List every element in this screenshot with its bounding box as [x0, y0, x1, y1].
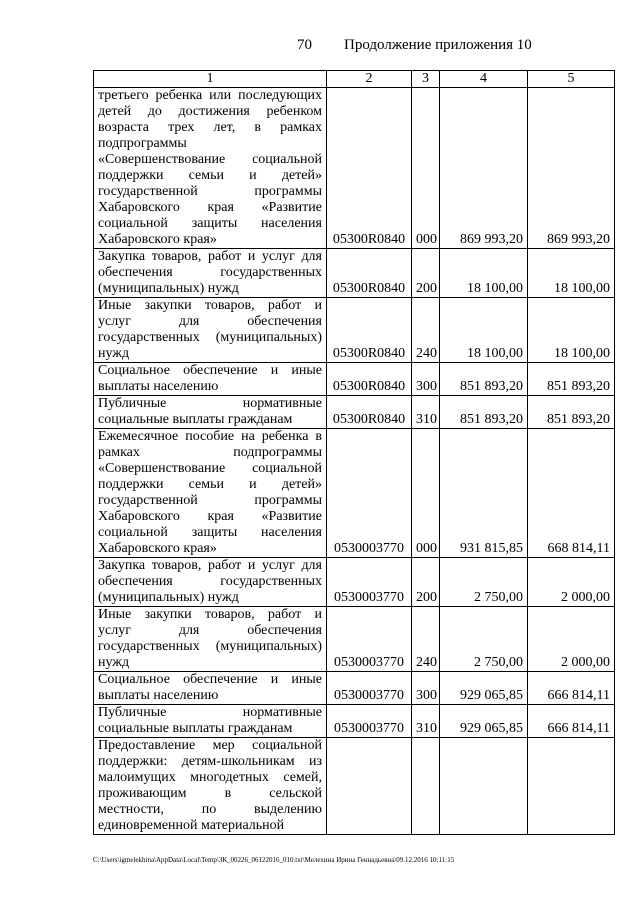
row-name	[94, 705, 327, 738]
target-article-code: 0530003770	[327, 672, 412, 705]
row-name	[94, 363, 327, 396]
row-name	[94, 738, 327, 835]
row-name-line: малоимущих многодетных семей,	[98, 770, 322, 785]
row-name	[94, 88, 327, 249]
table-row	[94, 607, 615, 672]
amount-plan: 2 750,00	[440, 558, 528, 607]
row-name-line: Иные закупки товаров, работ и	[98, 607, 322, 622]
row-name	[94, 429, 327, 558]
row-name	[94, 249, 327, 298]
appendix-title: Продолжение приложения 10	[344, 37, 532, 53]
row-name-line: (муниципальных) нужд	[98, 281, 239, 296]
amount-plan: 2 750,00	[440, 607, 528, 672]
budget-table	[93, 70, 615, 835]
target-article-code: 0530003770	[327, 607, 412, 672]
table-row	[94, 738, 615, 835]
amount-fact: 851 893,20	[528, 396, 615, 429]
row-name-line: нужд	[98, 655, 130, 670]
row-name-line: (муниципальных) нужд	[98, 590, 239, 605]
target-article-code: 05300R0840	[327, 88, 412, 249]
amount-plan: 851 893,20	[440, 396, 528, 429]
row-name-line: Хабаровского края»	[98, 541, 217, 556]
row-name-line: нужд	[98, 346, 130, 361]
row-name	[94, 672, 327, 705]
amount-plan	[440, 738, 528, 835]
row-name-line: «Совершенствование социальной	[98, 461, 322, 476]
row-name-line: обеспечения государственных	[98, 265, 322, 280]
table-row	[94, 249, 615, 298]
row-name-line: Социальное обеспечение и иные	[98, 672, 322, 687]
row-name-line: поддержки: детям-школьникам из	[98, 754, 322, 769]
row-name-line: социальные выплаты гражданам	[98, 721, 293, 736]
row-name-line: Хабаровского края»	[98, 232, 217, 247]
target-article-code: 05300R0840	[327, 298, 412, 363]
row-name-line: Ежемесячное пособие на ребенка в	[98, 429, 322, 444]
table-row	[94, 672, 615, 705]
row-name-line: Публичные нормативные	[98, 705, 322, 720]
row-name-line: поддержки семьи и детей»	[98, 168, 322, 183]
amount-fact: 668 814,11	[528, 429, 615, 558]
amount-plan: 929 065,85	[440, 672, 528, 705]
amount-fact: 666 814,11	[528, 672, 615, 705]
expense-type-code: 310	[412, 705, 440, 738]
row-name-line: обеспечения государственных	[98, 574, 322, 589]
row-name-line: Хабаровского края «Развитие	[98, 200, 322, 215]
table-row	[94, 363, 615, 396]
table-row	[94, 429, 615, 558]
target-article-code: 0530003770	[327, 429, 412, 558]
row-name-line: Закупка товаров, работ и услуг для	[98, 249, 322, 264]
column-number: 1	[94, 71, 327, 88]
amount-fact: 869 993,20	[528, 88, 615, 249]
expense-type-code: 200	[412, 249, 440, 298]
table-row	[94, 705, 615, 738]
row-name-line: детей до достижения ребенком	[98, 104, 322, 119]
amount-plan: 931 815,85	[440, 429, 528, 558]
row-name-line: услуг для обеспечения	[98, 623, 322, 638]
row-name-line: государственных (муниципальных)	[98, 330, 322, 345]
target-article-code: 05300R0840	[327, 363, 412, 396]
row-name-line: Предоставление мер социальной	[98, 738, 322, 753]
target-article-code: 05300R0840	[327, 249, 412, 298]
row-name-line: рамках подпрограммы	[98, 445, 322, 460]
amount-fact: 18 100,00	[528, 249, 615, 298]
row-name-line: местности, по выделению	[98, 802, 322, 817]
row-name-line: поддержки семьи и детей»	[98, 477, 322, 492]
target-article-code: 0530003770	[327, 558, 412, 607]
row-name-line: третьего ребенка или последующих	[98, 88, 322, 103]
amount-plan: 869 993,20	[440, 88, 528, 249]
row-name-line: социальной защиты населения	[98, 525, 322, 540]
expense-type-code: 300	[412, 363, 440, 396]
row-name-line: проживающим в сельской	[98, 786, 322, 801]
expense-type-code: 310	[412, 396, 440, 429]
footer-file-path: C:\Users\igmelekhina\AppData\Local\Temp\ЗК_00226_06122016_010.txt\Мелехина Ирина Геннадьевна\09.12.2016 10:11:15	[93, 856, 455, 864]
column-number: 5	[528, 71, 615, 88]
table-row	[94, 298, 615, 363]
amount-fact: 851 893,20	[528, 363, 615, 396]
column-number-row	[94, 71, 615, 88]
row-name-line: социальные выплаты гражданам	[98, 412, 293, 427]
amount-fact: 2 000,00	[528, 558, 615, 607]
row-name-line: Социальное обеспечение и иные	[98, 363, 322, 378]
row-name-line: государственной программы	[98, 184, 322, 199]
expense-type-code	[412, 738, 440, 835]
row-name-line: услуг для обеспечения	[98, 314, 322, 329]
row-name-line: Хабаровского края «Развитие	[98, 509, 322, 524]
expense-type-code: 200	[412, 558, 440, 607]
column-number: 3	[412, 71, 440, 88]
amount-fact	[528, 738, 615, 835]
expense-type-code: 240	[412, 607, 440, 672]
expense-type-code: 000	[412, 88, 440, 249]
table-row	[94, 88, 615, 249]
amount-plan: 18 100,00	[440, 298, 528, 363]
target-article-code: 05300R0840	[327, 396, 412, 429]
amount-fact: 2 000,00	[528, 607, 615, 672]
row-name-line: Иные закупки товаров, работ и	[98, 298, 322, 313]
row-name-line: государственных (муниципальных)	[98, 639, 322, 654]
row-name-line: подпрограммы	[98, 136, 187, 151]
expense-type-code: 300	[412, 672, 440, 705]
amount-fact: 666 814,11	[528, 705, 615, 738]
row-name	[94, 298, 327, 363]
column-number: 4	[440, 71, 528, 88]
row-name-line: «Совершенствование социальной	[98, 152, 322, 167]
row-name-line: единовременной материальной	[98, 818, 285, 833]
amount-plan: 851 893,20	[440, 363, 528, 396]
amount-plan: 929 065,85	[440, 705, 528, 738]
column-number: 2	[327, 71, 412, 88]
page-number: 70	[297, 37, 312, 53]
row-name-line: социальной защиты населения	[98, 216, 322, 231]
amount-fact: 18 100,00	[528, 298, 615, 363]
expense-type-code: 240	[412, 298, 440, 363]
row-name	[94, 607, 327, 672]
amount-plan: 18 100,00	[440, 249, 528, 298]
expense-type-code: 000	[412, 429, 440, 558]
row-name-line: Закупка товаров, работ и услуг для	[98, 558, 322, 573]
row-name-line: выплаты населению	[98, 688, 219, 703]
row-name-line: государственной программы	[98, 493, 322, 508]
row-name-line: возраста трех лет, в рамках	[98, 120, 322, 135]
row-name	[94, 558, 327, 607]
row-name-line: Публичные нормативные	[98, 396, 322, 411]
row-name-line: выплаты населению	[98, 379, 219, 394]
table-row	[94, 558, 615, 607]
table-row	[94, 396, 615, 429]
row-name	[94, 396, 327, 429]
target-article-code: 0530003770	[327, 705, 412, 738]
target-article-code	[327, 738, 412, 835]
